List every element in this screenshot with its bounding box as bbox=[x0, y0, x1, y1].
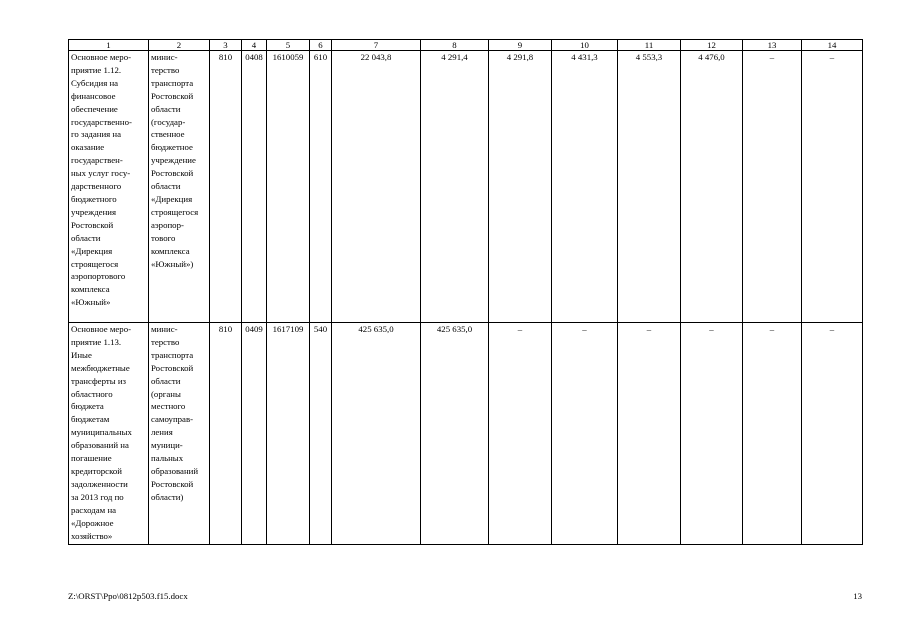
budget-table bbox=[68, 39, 863, 545]
amount-cell: 425 635,0 bbox=[421, 323, 489, 545]
amount-cell: 4 431,3 bbox=[552, 51, 618, 323]
code-cell: 1617109 bbox=[267, 323, 310, 545]
amount-cell: 425 635,0 bbox=[332, 323, 421, 545]
amount-cell: 22 043,8 bbox=[332, 51, 421, 323]
amount-cell: – bbox=[743, 51, 802, 323]
amount-cell: 4 553,3 bbox=[618, 51, 681, 323]
column-number: 3 bbox=[210, 40, 242, 51]
code-cell: 810 bbox=[210, 51, 242, 323]
footer-page-number: 13 bbox=[853, 591, 862, 601]
amount-cell: – bbox=[552, 323, 618, 545]
column-number: 14 bbox=[802, 40, 863, 51]
code-cell: 0408 bbox=[242, 51, 267, 323]
amount-cell: 4 291,8 bbox=[489, 51, 552, 323]
table-row bbox=[69, 51, 863, 323]
amount-cell: – bbox=[743, 323, 802, 545]
code-cell: 0409 bbox=[242, 323, 267, 545]
code-cell: 1610059 bbox=[267, 51, 310, 323]
measure-name-cell: Основное меро- приятие 1.12. Субсидия на финансовое обеспечение государственно- го задания на оказание государствен- ных услуг госу- дарственного бюджетного учреждения Ростовской области «Дирекция строящегося аэропортового комплекса «Южный» bbox=[69, 51, 149, 323]
column-number: 9 bbox=[489, 40, 552, 51]
amount-cell: – bbox=[802, 323, 863, 545]
measure-name-cell: Основное меро- приятие 1.13. Иные межбюджетные трансферты из областного бюджета бюджетам муниципальных образований на погашение кредиторской задолженности за 2013 год по расходам на «Дорожное хозяйство» bbox=[69, 323, 149, 545]
code-cell: 610 bbox=[310, 51, 332, 323]
column-number-row bbox=[69, 40, 863, 51]
table-row bbox=[69, 323, 863, 545]
executor-cell: минис- терство транспорта Ростовской области (государ- ственное бюджетное учреждение Ростовской области «Дирекция строящегося аэропор- тового комплекса «Южный») bbox=[149, 51, 210, 323]
code-cell: 540 bbox=[310, 323, 332, 545]
column-number: 4 bbox=[242, 40, 267, 51]
amount-cell: – bbox=[618, 323, 681, 545]
column-number: 10 bbox=[552, 40, 618, 51]
column-number: 13 bbox=[743, 40, 802, 51]
code-cell: 810 bbox=[210, 323, 242, 545]
column-number: 1 bbox=[69, 40, 149, 51]
column-number: 8 bbox=[421, 40, 489, 51]
column-number: 11 bbox=[618, 40, 681, 51]
column-number: 6 bbox=[310, 40, 332, 51]
column-number: 7 bbox=[332, 40, 421, 51]
amount-cell: 4 476,0 bbox=[681, 51, 743, 323]
amount-cell: – bbox=[802, 51, 863, 323]
column-number: 5 bbox=[267, 40, 310, 51]
column-number: 12 bbox=[681, 40, 743, 51]
amount-cell: 4 291,4 bbox=[421, 51, 489, 323]
amount-cell: – bbox=[681, 323, 743, 545]
column-number: 2 bbox=[149, 40, 210, 51]
amount-cell: – bbox=[489, 323, 552, 545]
footer-file-path: Z:\ORST\Ppo\0812p503.f15.docx bbox=[68, 591, 188, 601]
executor-cell: минис- терство транспорта Ростовской области (органы местного самоуправ- ления муници- пальных образований Ростовской области) bbox=[149, 323, 210, 545]
